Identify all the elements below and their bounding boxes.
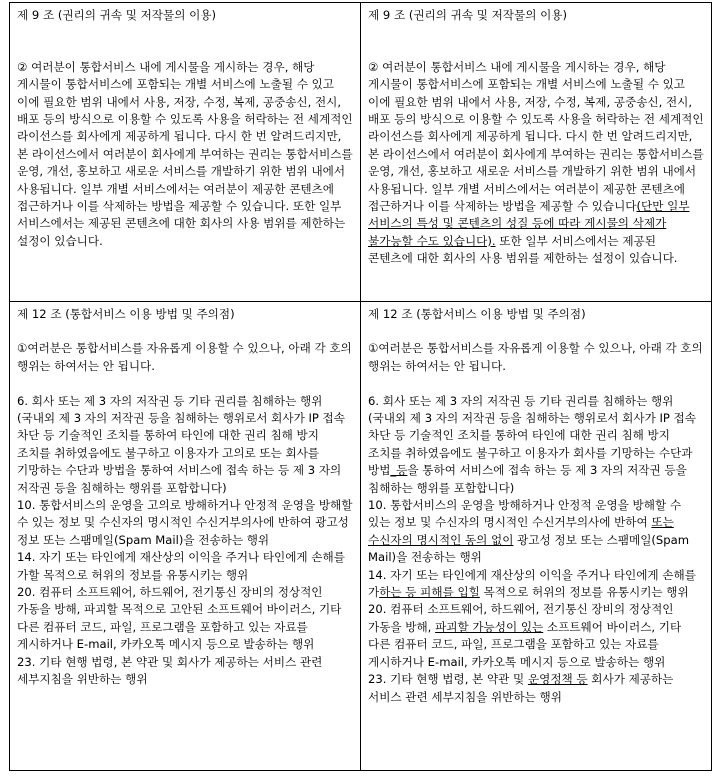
article-title: 제 9 조 (권리의 귀속 및 저작물의 이용) bbox=[17, 8, 217, 22]
item-text: 소프트웨어 바이러스, 기타 다른 컴퓨터 코드, 파일, 프로그램을 포함하고 있는 자료를 게시하거나 E-mail, 카카오톡 메시지 등으로 발송하는 행위 bbox=[368, 619, 682, 669]
item-6: 6. 회사 또는 제 3 자의 저작권 등 기타 권리를 침해하는 행위(국내외 제 3 자의 저작권 등을 침해하는 행위로서 회사가 IP 접속 차단 등 기술적인 조치를 통하여 타인에 대한 권리 침해 방지 조치를 취하였음에도 불구하고 이용자가 고의로 또는 회사를 기망하는 수단과 방법을 통하여 서비스에 접속 하는 등 제 3 자의 저작권 등을 침해하는 행위를 포함합니다) bbox=[17, 393, 345, 495]
article-intro: ①여러분은 통합서비스를 자유롭게 이용할 수 있으나, 아래 각 호의 행위는 하여서는 안 됩니다. bbox=[368, 341, 703, 373]
item-text: 회사가 제공하는 서비스 관련 세부지침을 위반하는 행위 bbox=[368, 672, 674, 704]
amended-text: _등 bbox=[390, 463, 408, 478]
article-body: ② 여러분이 통합서비스 내에 게시물을 게시하는 경우, 해당 게시물이 통합서비스에 포함되는 개별 서비스에 노출될 수 있고 이에 필요한 범위 내에서 사용, 저장, 수정, 복제, 공중송신, 전시, 배포 등의 방식으로 이용할 수 있도록 사용을 허락하는 전 세계적인 라이선스를 회사에게 제공하게 됩니다. 다시 한 번 알려드리지만, 본 라이선스에서 여러분이 회사에게 부여하는 권리는 통합서비스를 운영, 개선, 홍보하고 새로운 서비스를 개발하기 위한 범위 내에서 사용됩니다. 일부 개별 서비스에서는 여러분이 제공한 콘텐츠에 접근하거나 이를 삭제하는 방법을 제공할 수 있습니다. 또한 일부 서비스에서는 제공된 콘텐츠에 대한 회사의 사용 범위를 제한하는 설정이 있습니다. bbox=[17, 59, 353, 248]
item-14 bbox=[368, 567, 704, 602]
item-text: 목적으로 허위의 정보를 유통시키는 행위 bbox=[479, 585, 689, 600]
item-20 bbox=[368, 601, 704, 671]
item-14: 14. 자기 또는 타인에게 재산상의 이익을 주거나 타인에게 손해를 가할 목적으로 허위의 정보를 유통시키는 행위 bbox=[17, 550, 345, 582]
item-6 bbox=[368, 393, 704, 497]
amended-text: 운영정책 등 bbox=[527, 672, 588, 687]
item-23 bbox=[368, 671, 704, 706]
item-text: 14. 자기 또는 타인에게 재산상의 이익을 주거나 타인에게 손해를 가 bbox=[368, 567, 696, 600]
new-article-9-cell bbox=[361, 3, 712, 302]
article-intro: ①여러분은 통합서비스를 자유롭게 이용할 수 있으나, 아래 각 호의 행위는 하여서는 안 됩니다. bbox=[17, 341, 352, 373]
article-body bbox=[368, 59, 704, 268]
article-title: 제 9 조 (권리의 귀속 및 저작물의 이용) bbox=[368, 8, 568, 22]
table-row bbox=[10, 3, 712, 302]
item-10: 10. 통합서비스의 운영을 고의로 방해하거나 안정적 운영을 방해할 수 있는 정보 및 수신자의 명시적인 수신거부의사에 반하여 광고성 정보 또는 스팸메일(Spam Mail)을 전송하는 행위 bbox=[17, 498, 353, 547]
amended-text: (단만 일부 서비스의 특성 및 콘텐츠의 성질 등에 따라 게시물의 삭제가 불가능할 수도 있습니다). bbox=[368, 199, 690, 248]
amended-text: 하는 등 피해를 입힐 bbox=[379, 585, 480, 600]
item-text: 23. 기타 현행 법령, 본 약관 및 bbox=[368, 672, 528, 687]
old-article-9-cell bbox=[10, 3, 361, 302]
table-row bbox=[10, 302, 712, 771]
comparison-table bbox=[9, 2, 712, 771]
spacer bbox=[368, 41, 704, 58]
item-text: 광고성 정보 또는 스팸메일(Spam Mail)을 전송하는 행위 bbox=[368, 532, 690, 565]
old-article-12-cell bbox=[10, 302, 361, 771]
article-title: 제 12 조 (통합서비스 이용 방법 및 주의점) bbox=[17, 307, 235, 321]
item-23: 23. 기타 현행 법령, 본 약관 및 회사가 제공하는 서비스 관련 세부지침을 위반하는 행위 bbox=[17, 654, 323, 687]
item-10 bbox=[368, 497, 704, 567]
item-text: 10. 통합서비스의 운영을 방해하거나 안정적 운영을 방해할 수 있는 정보 및 수신자의 명시적인 수신거부의사에 반하여 bbox=[368, 498, 682, 530]
spacer bbox=[17, 41, 353, 58]
item-20: 20. 컴퓨터 소프트웨어, 하드웨어, 전기통신 장비의 정상적인 가동을 방해, 파괴할 목적으로 고안된 소프트웨어 바이러스, 기타 다른 컴퓨터 코드, 파일, 프로그램을 포함하고 있는 자료를 게시하거나 E-mail, 카카오톡 메시지 등으로 발송하는 행위 bbox=[17, 585, 342, 652]
item-text: 20. 컴퓨터 소프트웨어, 하드웨어, 전기통신 장비의 정상적인 가동을 방해, bbox=[368, 602, 674, 634]
item-text: 을 통하여 서비스에 접속 하는 등 제 3 자의 저작권 등을 침해하는 행위를 포함합니다) bbox=[368, 463, 687, 495]
amended-text: 또는 수신자의 명시적인 동의 없이 bbox=[368, 515, 674, 547]
spacer bbox=[368, 375, 704, 392]
body-text: ② 여러분이 통합서비스 내에 게시물을 게시하는 경우, 해당 게시물이 통합서비스에 포함되는 개별 서비스에 노출될 수 있고 이에 필요한 범위 내에서 사용, 저장, 수정, 복제, 공중송신, 전시, 배포 등의 방식으로 이용할 수 있도록 사용을 허락하는 전 세계적인 라이선스를 회사에게 제공하게 됩니다. 다시 한 번 알려드리지만, 본 라이선스에서 여러분이 회사에게 부여하는 권리는 통합서비스를 운영, 개선, 홍보하고 새로운 서비스를 개발하기 위한 범위 내에서 사용됩니다. 일부 개별 서비스에서는 여러분이 제공한 콘텐츠에 접근하거나 이를 삭제하는 방법을 제공할 수 있습니다 bbox=[368, 59, 704, 214]
article-title: 제 12 조 (통합서비스 이용 방법 및 주의점) bbox=[368, 307, 586, 321]
body-text: 또한 일부 서비스에서는 제공된 콘텐츠에 대한 회사의 사용 범위를 제한하는 설정이 있습니다. bbox=[368, 233, 678, 266]
new-article-12-cell bbox=[361, 302, 712, 771]
item-text: 6. 회사 또는 제 3 자의 저작권 등 기타 권리를 침해하는 행위(국내외 제 3 자의 저작권 등을 침해하는 행위로서 회사가 IP 접속 차단 등 기술적인 조치를 통하여 타인에 대한 권리 침해 방지 조치를 취하였음에도 불구하고 이용자가 회사를 기망하는 수단과 방법 bbox=[368, 393, 696, 478]
spacer bbox=[17, 375, 353, 392]
amended-text: 파괴할 가능성이 있는 bbox=[435, 619, 544, 634]
